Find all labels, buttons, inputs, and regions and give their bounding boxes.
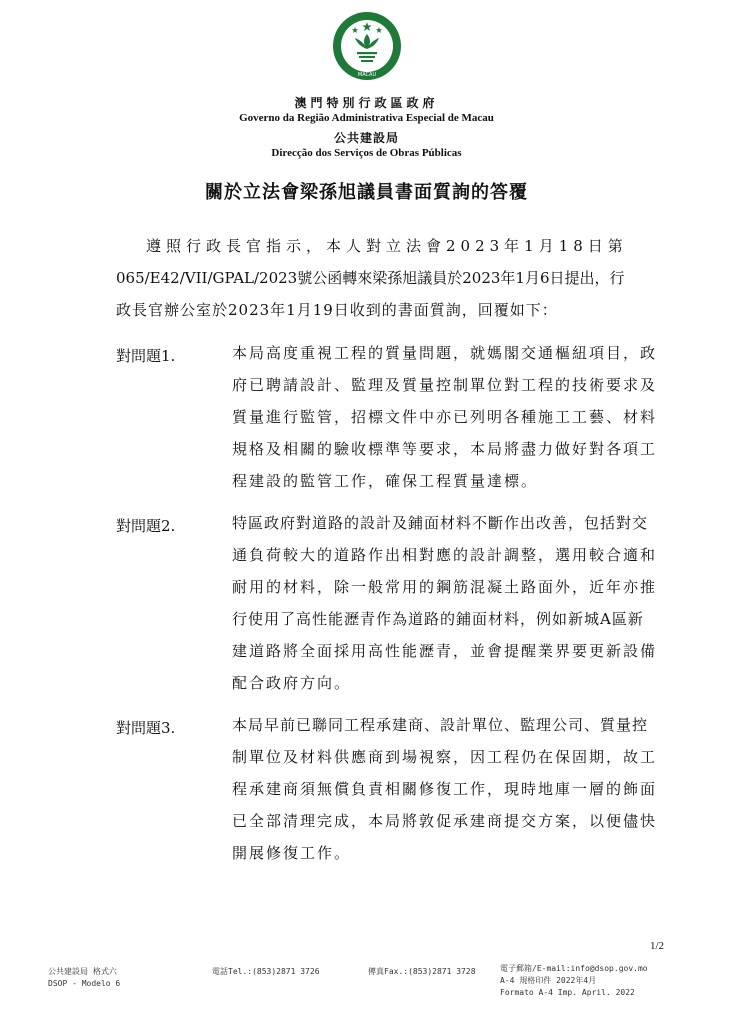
government-name-zh: 澳門特別行政區政府 (294, 96, 439, 110)
answer-line: 本局早前已聯同工程承建商、設計單位、監理公司、質量控 (232, 716, 649, 734)
answer-line: 本局高度重視工程的質量問題，就媽閣交通樞紐項目，政 (232, 344, 658, 362)
footer-fax: 傳真Fax.:(853)2871 3728 (368, 967, 476, 976)
footer-model-zh: 公共建設局 格式六 (48, 967, 117, 976)
emblem-text: MACAU (357, 72, 377, 78)
footer-model (48, 966, 120, 990)
answer-text-3 (232, 709, 688, 869)
answer-text-2 (232, 507, 688, 699)
answer-line: 建道路將全面採用高性能瀝青，並會提醒業界要更新設備 (232, 642, 658, 660)
macau-emblem-icon (331, 10, 403, 82)
answer-text-1 (232, 337, 688, 497)
footer-email: 電子郵箱/E-mail:info@dsop.gov.mo (500, 964, 648, 973)
department-name-zh: 公共建設局 (333, 131, 399, 145)
intro-line: 遵照行政長官指示，本人對立法會2023年1月18日第 (146, 237, 628, 255)
page-number: 1/2 (650, 940, 665, 952)
answer-line: 配合政府方向。 (232, 674, 352, 692)
answer-line: 質量進行監管，招標文件中亦已列明各種施工工藝、材料 (232, 408, 658, 426)
question-label-2: 對問題2. (116, 517, 176, 535)
answer-line: 程承建商須無償負責相關修復工作，現時地庫一層的飾面 (232, 780, 658, 798)
answer-line: 程建設的監管工作，確保工程質量達標。 (232, 472, 539, 490)
footer-model-pt: DSOP - Modelo 6 (48, 979, 121, 988)
footer-telephone: 電話Tel.:(853)2871 3726 (212, 967, 320, 976)
intro-line: 065/E42/VII/GPAL/2023號公函轉來梁孫旭議員於2023年1月6日提出，行 (116, 269, 625, 287)
footer-format-pt: Formato A-4 Imp. April. 2022 (500, 988, 635, 997)
question-label-3: 對問題3. (116, 719, 176, 737)
government-name-pt: Governo da Região Administrativa Especial de Macau (239, 112, 494, 124)
answer-line: 開展修復工作。 (232, 844, 352, 862)
footer-format-zh: A-4 規格印件 2022年4月 (500, 976, 597, 985)
footer-contact (500, 963, 648, 999)
department-name-pt: Direcção dos Serviços de Obras Públicas (271, 147, 462, 159)
answer-line: 規格及相關的驗收標準等要求，本局將盡力做好對各項工 (232, 440, 658, 458)
answer-line: 行使用了高性能瀝青作為道路的鋪面材料，例如新城A區新 (232, 610, 644, 628)
answer-line: 通負荷較大的道路作出相對應的設計調整，選用較合適和 (232, 546, 658, 564)
intro-paragraph (116, 230, 686, 326)
answer-line: 已全部清理完成，本局將敦促承建商提交方案，以便儘快 (232, 812, 658, 830)
intro-line: 政長官辦公室於2023年1月19日收到的書面質詢，回覆如下： (116, 301, 558, 319)
document-title: 關於立法會梁孫旭議員書面質詢的答覆 (205, 182, 528, 203)
question-label-1: 對問題1. (116, 347, 176, 365)
answer-line: 耐用的材料，除一般常用的鋼筋混凝土路面外，近年亦推 (232, 578, 658, 596)
answer-line: 制單位及材料供應商到場視察，因工程仍在保固期，故工 (232, 748, 658, 766)
answer-line: 府已聘請設計、監理及質量控制單位對工程的技術要求及 (232, 376, 658, 394)
answer-line: 特區政府對道路的設計及鋪面材料不斷作出改善，包括對交 (232, 514, 649, 532)
